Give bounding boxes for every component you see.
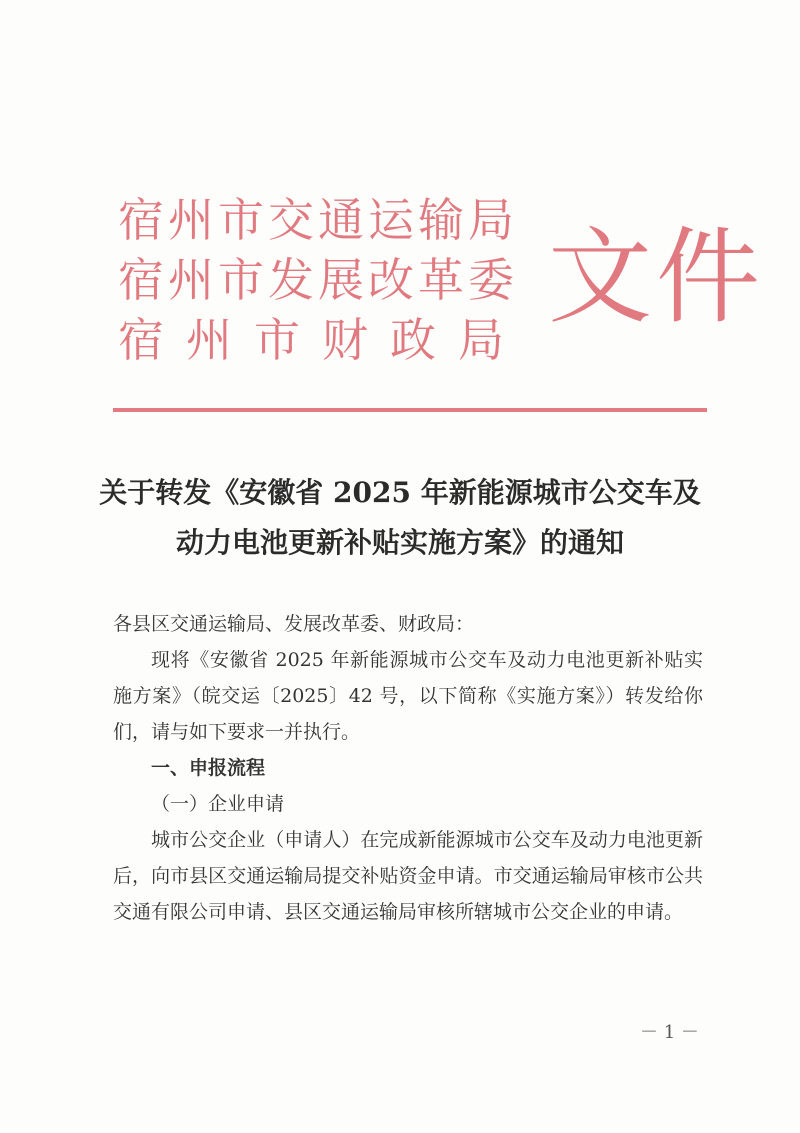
document-title — [60, 468, 740, 568]
subsection-heading-enterprise-application: （一）企业申请 — [151, 793, 285, 815]
page-number: － 1 － — [640, 1022, 699, 1043]
agency-development-reform-commission: 宿州市发展改革委 — [118, 253, 518, 307]
red-header-rule — [113, 408, 707, 412]
document-title-line-1: 关于转发《安徽省 2025 年新能源城市公交车及 — [99, 476, 701, 509]
salutation: 各县区交通运输局、发展改革委、财政局： — [113, 613, 475, 635]
issuing-agencies — [118, 190, 548, 370]
document-type-label: 文件 — [548, 216, 765, 338]
document-title-line-2: 动力电池更新补贴实施方案》的通知 — [175, 526, 624, 559]
enterprise-application-paragraph: 城市公交企业（申请人）在完成新能源城市公交车及动力电池更新后，向市县区交通运输局提交补贴资金申请。市交通运输局审核市公共交通有限公司申请、县区交通运输局审核所辖城市公交企业的申请。 — [113, 829, 703, 923]
intro-paragraph: 现将《安徽省 2025 年新能源城市公交车及动力电池更新补贴实施方案》（皖交运〔2025〕42 号，以下简称《实施方案》）转发给你们，请与如下要求一并执行。 — [113, 649, 703, 743]
document-body — [113, 606, 703, 930]
section-heading-application-process: 一、申报流程 — [151, 757, 266, 779]
agency-finance-bureau: 宿州市财政局 — [118, 313, 526, 367]
agency-transport-bureau: 宿州市交通运输局 — [118, 193, 518, 247]
